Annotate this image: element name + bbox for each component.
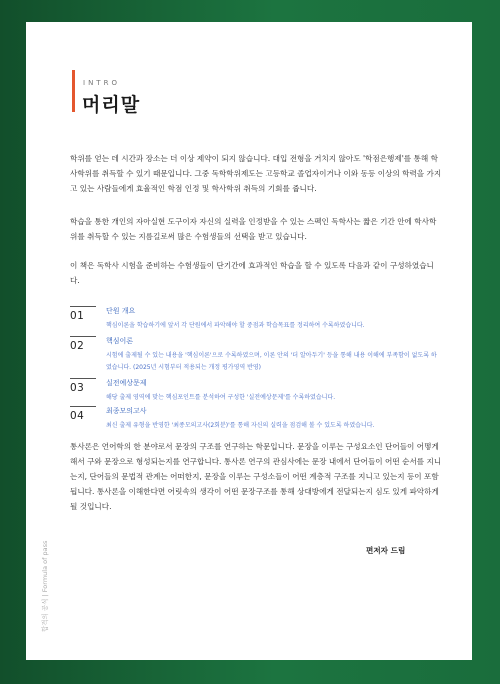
page-title: 머리말 <box>82 94 141 116</box>
item-title: 최종모의고사 <box>106 407 147 415</box>
divider <box>70 378 96 379</box>
divider <box>70 306 96 307</box>
item-title: 실전예상문제 <box>106 379 147 387</box>
item-description: 해당 출제 영역에 맞는 핵심포인트를 분석하여 구성한 '실전예상문제'를 수록하였습니다. <box>106 394 336 401</box>
intro-paragraph-1: 학위를 얻는 데 시간과 장소는 더 이상 제약이 되지 않습니다. 대입 전형을 거치지 않아도 '학점은행제'를 통해 학사학위를 취득할 수 있기 때문입니다. 그중 독학학위제도는 고등학교 졸업자이거나 이와 동등 이상의 학력을 가지고 있는 사람들에게 효율적인 학점 인정 및 학사학위 취득의 기회를 줍니다. <box>70 154 442 193</box>
item-description: 최신 출제 유형을 반영한 '최종모의고사(2회분)'를 통해 자신의 실력을 점검해 볼 수 있도록 하였습니다. <box>106 422 375 429</box>
item-number: 01 <box>70 310 85 322</box>
intro-label: INTRO <box>83 79 120 87</box>
item-number-block <box>70 406 96 422</box>
closing-paragraph: 통사론은 언어학의 한 분야로서 문장의 구조를 연구하는 학문입니다. 문장을 이루는 구성요소인 단어들이 어떻게 해서 구와 문장으로 형성되는지를 연구합니다. 통사론 연구의 관심사에는 문장 내에서 단어들이 어떤 순서를 지니는지, 단어들의 문법적 관계는 어떠한지, 문장을 이루는 구성소들이 어떤 계층적 구조를 지니고 있는지 등이 포함됩니다. 통사론을 이해한다면 어릿속의 생각이 어떤 문장구조를 통해 상대방에게 전달되는지 심도 있게 파악하게 될 것입니다. <box>70 442 442 511</box>
item-number-block <box>70 336 96 352</box>
document-page <box>26 22 472 660</box>
divider <box>70 406 96 407</box>
item-number-block <box>70 306 96 322</box>
item-number-block <box>70 378 96 394</box>
intro-paragraph-2: 학습을 통한 개인의 자아실현 도구이자 자신의 실력을 인정받을 수 있는 스펙인 독학사는 짧은 기간 안에 학사학위를 취득할 수 있는 지름길로써 많은 수험생들의 선택을 받고 있습니다. <box>70 217 437 241</box>
item-number: 02 <box>70 340 85 352</box>
intro-paragraph-3: 이 책은 독학사 시험을 준비하는 수험생들이 단기간에 효과적인 학습을 할 수 있도록 다음과 같이 구성하였습니다. <box>70 261 434 285</box>
item-number: 04 <box>70 410 85 422</box>
accent-bar <box>72 70 75 112</box>
item-description: 시험에 출제될 수 있는 내용을 '핵심이론'으로 수록하였으며, 이론 안의 '더 알아두기' 등을 통해 내용 이해에 부족함이 없도록 하였습니다. (2025년 시험부터 적용되는 개정 평가영역 반영) <box>106 352 437 371</box>
item-title: 핵심이론 <box>106 337 134 345</box>
side-caption: 합격의 공식 | Formula of pass <box>41 540 49 632</box>
signature: 편저자 드림 <box>366 546 406 555</box>
item-description: 핵심이론을 학습하기에 앞서 각 단원에서 파악해야 할 중점과 학습목표를 정리하여 수록하였습니다. <box>106 322 365 329</box>
item-title: 단원 개요 <box>106 307 136 315</box>
item-number: 03 <box>70 382 85 394</box>
divider <box>70 336 96 337</box>
